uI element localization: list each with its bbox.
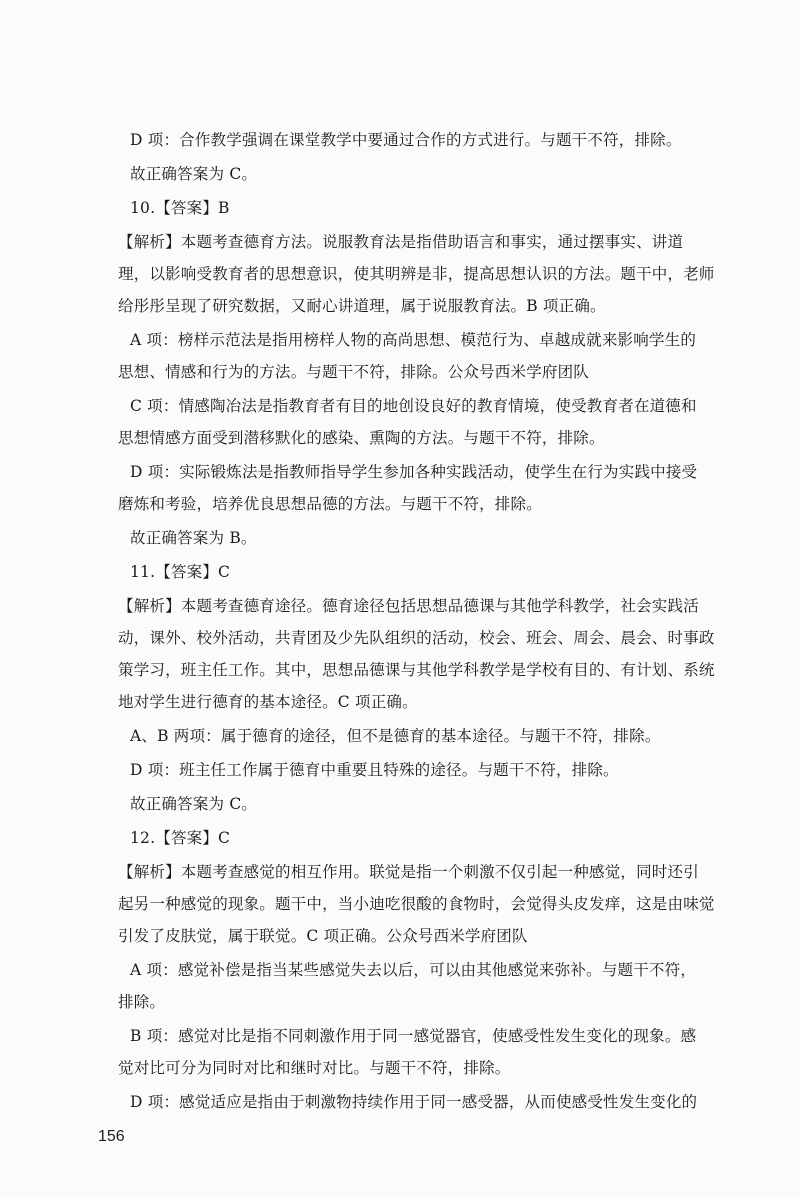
text-line: 故正确答案为 C。 [130, 795, 258, 813]
text-line: D 项：班主任工作属于德育中重要且特殊的途径。与题干不符，排除。 [130, 761, 619, 779]
answer-heading-10: 10.【答案】B [130, 199, 230, 217]
text-line: D 项：合作教学强调在课堂教学中要通过合作的方式进行。与题干不符，排除。 [130, 131, 682, 149]
text-line: A 项：感觉补偿是指当某些感觉失去以后，可以由其他感觉来弥补。与题干不符， [130, 961, 697, 979]
text-line: 引发了皮肤觉，属于联觉。C 项正确。公众号西米学府团队 [118, 927, 528, 945]
analysis-line: 【解析】本题考查德育方法。说服教育法是指借助语言和事实，通过摆事实、讲道 [118, 233, 684, 251]
text-line: 动，课外、校外活动，共青团及少先队组织的活动，校会、班会、周会、晨会、时事政 [118, 629, 715, 647]
text-line: 起另一种感觉的现象。题干中，当小迪吃很酸的食物时，会觉得头皮发痒，这是由味觉 [118, 895, 715, 913]
text-line: 故正确答案为 B。 [130, 529, 257, 547]
text-line: 理，以影响受教育者的思想意识，使其明辨是非，提高思想认识的方法。题干中，老师 [118, 265, 715, 283]
text-line: 故正确答案为 C。 [130, 165, 258, 183]
text-line: 觉对比可分为同时对比和继时对比。与题干不符，排除。 [118, 1059, 511, 1077]
text-line: 给彤彤呈现了研究数据，又耐心讲道理，属于说服教育法。B 项正确。 [118, 297, 606, 315]
text-line: B 项：感觉对比是指不同刺激作用于同一感觉器官，使感受性发生变化的现象。感 [130, 1027, 697, 1045]
text-line: D 项：实际锻炼法是指教师指导学生参加各种实践活动，使学生在行为实践中接受 [130, 463, 698, 481]
text-line: 思想、情感和行为的方法。与题干不符，排除。公众号西米学府团队 [118, 363, 590, 381]
text-line: 磨炼和考验，培养优良思想品德的方法。与题干不符，排除。 [118, 495, 542, 513]
text-line: 思想情感方面受到潜移默化的感染、熏陶的方法。与题干不符，排除。 [118, 429, 605, 447]
text-line: 策学习，班主任工作。其中，思想品德课与其他学科教学是学校有目的、有计划、系统 [118, 661, 715, 679]
text-line: 地对学生进行德育的基本途径。C 项正确。 [118, 693, 418, 711]
analysis-line: 【解析】本题考查德育途径。德育途径包括思想品德课与其他学科教学，社会实践活 [118, 597, 699, 615]
answer-explanations [118, 130, 718, 1112]
analysis-line: 【解析】本题考查感觉的相互作用。联觉是指一个刺激不仅引起一种感觉，同时还引 [118, 863, 699, 881]
text-line: C 项：情感陶冶法是指教育者有目的地创设良好的教育情境，使受教育者在道德和 [130, 397, 697, 415]
text-line: D 项：感觉适应是指由于刺激物持续作用于同一感受器，从而使感受性发生变化的 [130, 1093, 698, 1111]
text-line: A、B 两项：属于德育的途径，但不是德育的基本途径。与题干不符，排除。 [130, 727, 661, 745]
text-line: 排除。 [118, 993, 166, 1011]
answer-heading-11: 11.【答案】C [130, 563, 231, 581]
page-number: 156 [98, 1128, 125, 1145]
answer-heading-12: 12.【答案】C [130, 829, 231, 847]
text-line: A 项：榜样示范法是指用榜样人物的高尚思想、模范行为、卓越成就来影响学生的 [130, 331, 697, 349]
